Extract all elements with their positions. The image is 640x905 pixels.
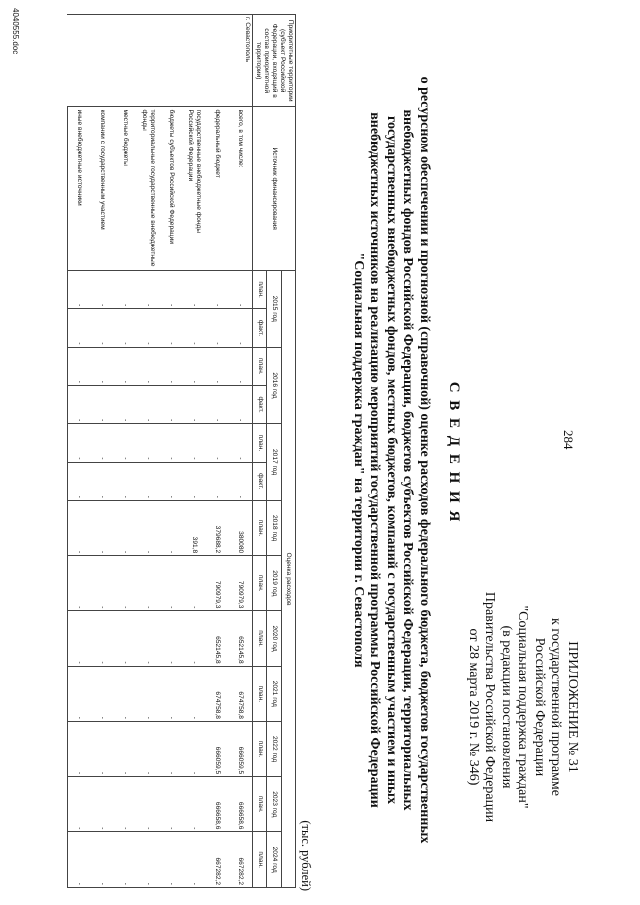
header-year: 2022 год bbox=[267, 721, 281, 776]
value-cell: - bbox=[91, 270, 114, 308]
header-plan: план. bbox=[253, 666, 267, 721]
value-cell: - bbox=[137, 347, 160, 385]
value-cell: - bbox=[114, 424, 137, 462]
value-cell: - bbox=[206, 347, 229, 385]
header-estimate: Оценка расходов bbox=[281, 270, 295, 887]
value-cell: - bbox=[137, 721, 160, 776]
page-number: 284 bbox=[561, 430, 576, 450]
header-year: 2023 год bbox=[267, 777, 281, 832]
table-row bbox=[91, 15, 114, 888]
value-cell: - bbox=[137, 424, 160, 462]
value-cell: - bbox=[206, 424, 229, 462]
header-fact: факт. bbox=[253, 462, 267, 500]
value-cell: - bbox=[183, 611, 206, 666]
value-cell: - bbox=[91, 424, 114, 462]
value-cell: - bbox=[91, 611, 114, 666]
table-row bbox=[183, 15, 206, 888]
value-cell: 666059,5 bbox=[229, 721, 253, 776]
value-cell: - bbox=[91, 462, 114, 500]
value-cell: - bbox=[160, 270, 183, 308]
header-plan: план. bbox=[253, 500, 267, 555]
value-cell: - bbox=[183, 309, 206, 347]
value-cell: - bbox=[68, 500, 92, 555]
table-row bbox=[160, 15, 183, 888]
appendix-line: от 28 марта 2019 г. № 346) bbox=[466, 628, 481, 786]
subtitle-line: внебюджетных источников на реализацию мероприятий государственной программы Российской Федерации bbox=[367, 112, 383, 808]
value-cell: 666658,6 bbox=[229, 777, 253, 832]
document-title: С В Е Д Е Н И Я bbox=[446, 381, 462, 524]
source-cell: федеральный бюджет bbox=[206, 107, 229, 271]
source-cell: иные внебюджетные источники bbox=[68, 107, 92, 271]
value-cell: - bbox=[160, 347, 183, 385]
header-year: 2017 год bbox=[267, 424, 281, 501]
value-cell: - bbox=[114, 832, 137, 888]
value-cell: - bbox=[68, 832, 92, 888]
value-cell: - bbox=[183, 777, 206, 832]
value-cell: - bbox=[229, 462, 253, 500]
header-year: 2020 год bbox=[267, 611, 281, 666]
appendix-line: ПРИЛОЖЕНИЕ № 31 bbox=[565, 641, 580, 773]
value-cell: - bbox=[160, 309, 183, 347]
value-cell: 652145,8 bbox=[206, 611, 229, 666]
value-cell: 667282,2 bbox=[229, 832, 253, 888]
value-cell: 667282,2 bbox=[206, 832, 229, 888]
value-cell: - bbox=[114, 500, 137, 555]
value-cell: - bbox=[137, 500, 160, 555]
value-cell: - bbox=[183, 347, 206, 385]
value-cell: - bbox=[183, 721, 206, 776]
value-cell: - bbox=[91, 347, 114, 385]
value-cell: - bbox=[114, 309, 137, 347]
expense-table bbox=[67, 14, 296, 888]
appendix-header bbox=[465, 537, 581, 877]
header-plan: план. bbox=[253, 721, 267, 776]
value-cell: 652145,8 bbox=[229, 611, 253, 666]
table-body bbox=[68, 15, 253, 888]
subtitle-line: государственных внебюджетных фондов, местных бюджетов, компаний с государственным участием и иных bbox=[384, 115, 399, 804]
value-cell: - bbox=[206, 270, 229, 308]
header-year: 2024 год bbox=[267, 832, 281, 888]
value-cell: - bbox=[137, 270, 160, 308]
appendix-line: Правительства Российской Федерации bbox=[482, 591, 498, 823]
value-cell: - bbox=[160, 500, 183, 555]
header-year: 2015 год bbox=[267, 270, 281, 347]
value-cell: - bbox=[91, 500, 114, 555]
value-cell: - bbox=[160, 385, 183, 423]
source-cell: компании с государственным участием bbox=[91, 107, 114, 271]
value-cell: - bbox=[68, 777, 92, 832]
value-cell: - bbox=[137, 832, 160, 888]
value-cell: - bbox=[114, 556, 137, 611]
value-cell: - bbox=[160, 777, 183, 832]
appendix-line: Российской Федерации bbox=[532, 637, 547, 777]
file-name-footer: 4040555.doc bbox=[11, 8, 20, 55]
value-cell: 674758,8 bbox=[206, 666, 229, 721]
territory-cell: г. Севастополь bbox=[68, 15, 253, 107]
value-cell: - bbox=[137, 666, 160, 721]
source-cell: государственные внебюджетные фонды Российской Федерации bbox=[183, 107, 206, 271]
value-cell: - bbox=[137, 777, 160, 832]
subtitle-line: "Социальная поддержка граждан" на территории г. Севастополя bbox=[351, 252, 366, 668]
header-plan: план. bbox=[253, 611, 267, 666]
value-cell: - bbox=[68, 385, 92, 423]
source-cell: бюджеты субъектов Российской Федерации bbox=[160, 107, 183, 271]
table-row bbox=[68, 15, 92, 888]
source-cell: территориальные государственные внебюджетные фонды bbox=[137, 107, 160, 271]
value-cell: - bbox=[91, 309, 114, 347]
value-cell: - bbox=[229, 309, 253, 347]
value-cell: - bbox=[183, 385, 206, 423]
value-cell: - bbox=[114, 721, 137, 776]
header-territory: Приоритетные территории (субъект Российской Федерации, входящий в состав приоритетной территории) bbox=[253, 15, 296, 107]
value-cell: 379688,2 bbox=[206, 500, 229, 555]
value-cell: - bbox=[91, 777, 114, 832]
value-cell: - bbox=[68, 666, 92, 721]
value-cell: - bbox=[206, 462, 229, 500]
value-cell: - bbox=[91, 556, 114, 611]
document-subtitle bbox=[350, 40, 433, 880]
value-cell: - bbox=[114, 611, 137, 666]
header-year: 2018 год bbox=[267, 500, 281, 555]
value-cell: - bbox=[183, 424, 206, 462]
table-row bbox=[137, 15, 160, 888]
value-cell: - bbox=[68, 721, 92, 776]
value-cell: - bbox=[114, 270, 137, 308]
value-cell: - bbox=[91, 666, 114, 721]
value-cell: - bbox=[114, 347, 137, 385]
value-cell: - bbox=[183, 270, 206, 308]
header-year: 2016 год bbox=[267, 347, 281, 424]
value-cell: - bbox=[114, 385, 137, 423]
value-cell: 674758,8 bbox=[229, 666, 253, 721]
header-year: 2021 год bbox=[267, 666, 281, 721]
value-cell: 790979,3 bbox=[229, 556, 253, 611]
value-cell: - bbox=[229, 270, 253, 308]
value-cell: - bbox=[68, 424, 92, 462]
value-cell: - bbox=[183, 556, 206, 611]
subtitle-line: о ресурсном обеспечении и прогнозной (справочной) оценке расходов федерального бюджета, бюджетов государственных bbox=[417, 76, 432, 844]
value-cell: 391,8 bbox=[183, 500, 206, 555]
header-fact: факт. bbox=[253, 385, 267, 423]
value-cell: 790979,3 bbox=[206, 556, 229, 611]
value-cell: - bbox=[160, 721, 183, 776]
table-row bbox=[114, 15, 137, 888]
value-cell: - bbox=[68, 270, 92, 308]
value-cell: - bbox=[137, 385, 160, 423]
value-cell: - bbox=[206, 385, 229, 423]
subtitle-line: внебюджетных фондов Российской Федерации, бюджетов субъектов Российской Федерации, территориальных bbox=[400, 109, 416, 811]
header-plan: план. bbox=[253, 777, 267, 832]
header-fact: факт. bbox=[253, 309, 267, 347]
value-cell: - bbox=[137, 309, 160, 347]
value-cell: - bbox=[183, 462, 206, 500]
header-plan: план. bbox=[253, 424, 267, 462]
value-cell: - bbox=[206, 309, 229, 347]
table-row bbox=[206, 15, 229, 888]
value-cell: - bbox=[160, 424, 183, 462]
value-cell: - bbox=[114, 666, 137, 721]
value-cell: - bbox=[160, 666, 183, 721]
value-cell: 666059,5 bbox=[206, 721, 229, 776]
value-cell: - bbox=[91, 721, 114, 776]
source-cell: местные бюджеты bbox=[114, 107, 137, 271]
value-cell: - bbox=[229, 424, 253, 462]
value-cell: - bbox=[160, 611, 183, 666]
header-plan: план. bbox=[253, 832, 267, 888]
value-cell: - bbox=[137, 556, 160, 611]
appendix-line: "Социальная поддержка граждан" bbox=[515, 605, 531, 809]
value-cell: - bbox=[160, 556, 183, 611]
value-cell: - bbox=[114, 777, 137, 832]
value-cell: - bbox=[68, 611, 92, 666]
value-cell: - bbox=[183, 832, 206, 888]
value-cell: - bbox=[68, 462, 92, 500]
units-label: (тыс. рублей) bbox=[299, 820, 313, 891]
value-cell: 666658,6 bbox=[206, 777, 229, 832]
value-cell: - bbox=[160, 462, 183, 500]
value-cell: - bbox=[114, 462, 137, 500]
value-cell: - bbox=[229, 347, 253, 385]
source-cell: всего, в том числе: bbox=[229, 107, 253, 271]
header-plan: план. bbox=[253, 347, 267, 385]
value-cell: - bbox=[68, 347, 92, 385]
appendix-line: (в редакции постановления bbox=[499, 625, 514, 789]
value-cell: - bbox=[137, 462, 160, 500]
header-year: 2019 год bbox=[267, 556, 281, 611]
header-plan: план. bbox=[253, 556, 267, 611]
value-cell: - bbox=[91, 832, 114, 888]
value-cell: - bbox=[91, 385, 114, 423]
header-plan: план. bbox=[253, 270, 267, 308]
value-cell: - bbox=[229, 385, 253, 423]
header-source: Источник финансирования bbox=[253, 107, 296, 271]
value-cell: - bbox=[68, 556, 92, 611]
value-cell: - bbox=[160, 832, 183, 888]
value-cell: - bbox=[183, 666, 206, 721]
value-cell: - bbox=[137, 611, 160, 666]
appendix-line: к государственной программе bbox=[548, 618, 564, 796]
value-cell: - bbox=[68, 309, 92, 347]
table-row bbox=[229, 15, 253, 888]
value-cell: 380080 bbox=[229, 500, 253, 555]
